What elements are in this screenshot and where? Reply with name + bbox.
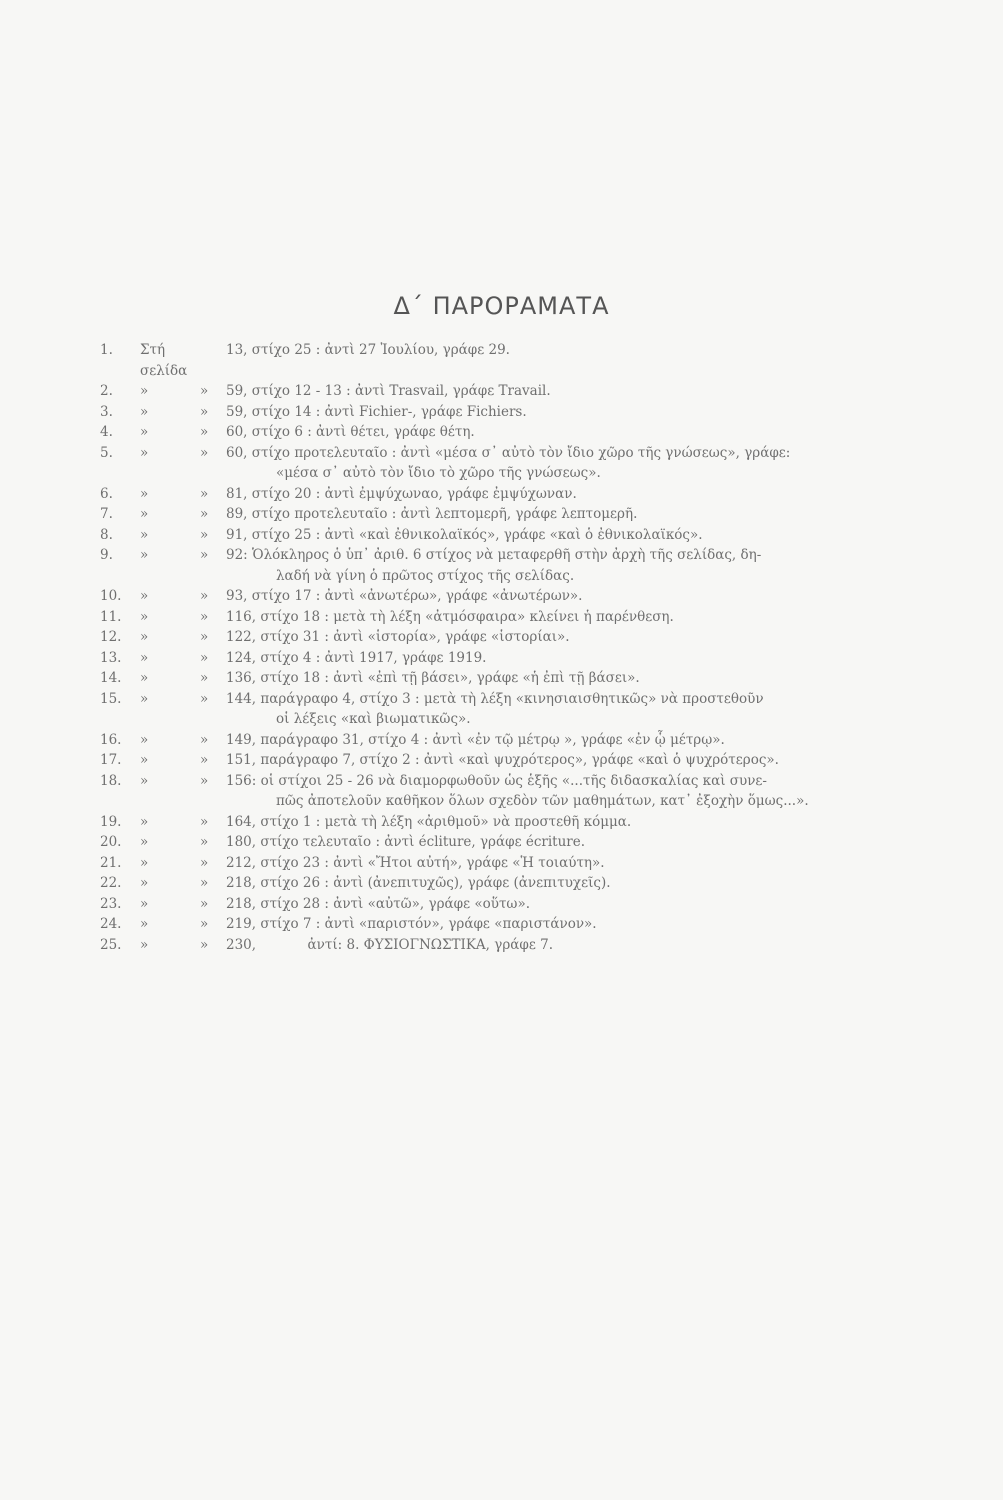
- errata-entry-line: [100, 689, 920, 710]
- errata-entry: [100, 771, 920, 812]
- errata-entry-line: [100, 853, 920, 874]
- ditto-mark-2: »: [200, 813, 209, 830]
- errata-entry: [100, 894, 920, 915]
- entry-text: 60, στίχο προτελευταῖο : ἀντὶ «μέσα σ᾽ αὐτὸ τὸν ἴδιο χῶρο τῆς γνώσεως», γράφε:: [226, 444, 791, 461]
- errata-entry: [100, 750, 920, 771]
- entry-number: 18.: [100, 772, 122, 789]
- errata-entry-line: [100, 832, 920, 853]
- entry-text: 218, στίχο 26 : ἀντὶ (ἀνεπιτυχῶς), γράφε (ἀνεπιτυχεῖς).: [226, 875, 611, 891]
- errata-entry-line: [100, 648, 920, 669]
- entry-text: 144, παράγραφο 4, στίχο 3 : μετὰ τὴ λέξη «κινησιαισθητικῶς» νὰ προστεθοῦν: [226, 690, 764, 707]
- ditto-mark-1: »: [140, 444, 149, 461]
- errata-entry: [100, 668, 920, 689]
- ditto-mark-1: »: [140, 383, 149, 399]
- entry-continuation-line: [100, 463, 920, 484]
- errata-entry-line: [100, 545, 920, 566]
- entry-number: 4.: [100, 424, 113, 440]
- entry-number: 20.: [100, 834, 122, 850]
- errata-entry: [100, 730, 920, 751]
- entry-text: 218, στίχο 28 : ἀντὶ «αὐτῶ», γράφε «οὕτω».: [226, 895, 530, 912]
- entry-number: 5.: [100, 444, 113, 461]
- errata-entry: [100, 443, 920, 484]
- errata-entry-line: [100, 730, 920, 751]
- ditto-mark-1: »: [140, 670, 149, 686]
- ditto-mark-1: »: [140, 916, 149, 932]
- errata-entry-line: [100, 627, 920, 648]
- ditto-mark-1: »: [140, 424, 149, 440]
- entry-number: 2.: [100, 383, 113, 399]
- ditto-mark-2: »: [200, 895, 209, 912]
- entry-number: 19.: [100, 813, 122, 830]
- errata-entry-line: [100, 381, 920, 402]
- ditto-mark-2: »: [200, 752, 209, 768]
- errata-entry: [100, 689, 920, 730]
- ditto-mark-1: »: [140, 875, 149, 891]
- errata-entry: [100, 873, 920, 894]
- errata-entry: [100, 545, 920, 586]
- entry-continuation-line: [100, 709, 920, 730]
- entry-number: 16.: [100, 731, 122, 748]
- entry-text: 92: Ὁλόκληρος ὁ ὑπ᾽ ἀριθ. 6 στίχος νὰ μεταφερθῆ στὴν ἀρχὴ τῆς σελίδας, δη-: [226, 547, 762, 563]
- entry-text: 230, ἀντί: 8. ΦΥΣΙΟΓΝΩΣΤΙΚΑ, γράφε 7.: [226, 936, 553, 953]
- ditto-mark-2: »: [200, 690, 209, 707]
- errata-entry-line: [100, 586, 920, 607]
- ditto-mark-1: »: [140, 506, 149, 522]
- entry-text: 59, στίχο 12 - 13 : ἀντὶ Trasvail, γράφε Travail.: [226, 383, 551, 399]
- ditto-mark-2: »: [200, 485, 209, 502]
- errata-entry: [100, 627, 920, 648]
- ditto-mark-1: »: [140, 690, 149, 707]
- ditto-mark-2: »: [200, 670, 209, 686]
- ditto-mark-2: »: [200, 875, 209, 891]
- errata-entry-line: [100, 525, 920, 546]
- entry-number: 7.: [100, 506, 113, 522]
- errata-list: [100, 340, 920, 955]
- errata-entry-line: [100, 422, 920, 443]
- ditto-mark-1: Στή σελίδα: [140, 342, 188, 379]
- errata-entry-line: [100, 771, 920, 792]
- page-title: Δ΄ ΠΑΡΟΡΑΜΑΤΑ: [393, 292, 610, 320]
- ditto-mark-2: »: [200, 588, 209, 604]
- ditto-mark-1: »: [140, 813, 149, 830]
- ditto-mark-2: »: [200, 731, 209, 748]
- ditto-mark-1: »: [140, 403, 149, 420]
- ditto-mark-2: »: [200, 526, 209, 543]
- errata-entry-line: [100, 504, 920, 525]
- errata-entry: [100, 340, 920, 381]
- ditto-mark-2: »: [200, 916, 209, 932]
- entry-number: 12.: [100, 629, 122, 645]
- entry-number: 23.: [100, 895, 122, 912]
- entry-text: 151, παράγραφο 7, στίχο 2 : ἀντὶ «καὶ ψυχρότερος», γράφε «καὶ ὁ ψυχρότερος».: [226, 752, 779, 768]
- entry-text: 180, στίχο τελευταῖο : ἀντὶ écliture, γράφε écriture.: [226, 834, 586, 850]
- errata-entry: [100, 422, 920, 443]
- entry-text: 212, στίχο 23 : ἀντὶ «Ἤτοι αὐτή», γράφε «Ἡ τοιαύτη».: [226, 854, 605, 871]
- ditto-mark-1: »: [140, 772, 149, 789]
- ditto-mark-1: »: [140, 485, 149, 502]
- errata-entry: [100, 381, 920, 402]
- errata-entry-line: [100, 607, 920, 628]
- ditto-mark-1: »: [140, 608, 149, 625]
- entry-continuation-text: πῶς ἀποτελοῦν καθῆκον ὅλων σχεδὸν τῶν μαθημάτων, κατ᾽ ἐξοχὴν ὅμως...».: [276, 793, 809, 809]
- entry-number: 14.: [100, 670, 122, 686]
- ditto-mark-1: »: [140, 588, 149, 604]
- ditto-mark-2: »: [200, 608, 209, 625]
- ditto-mark-2: »: [200, 772, 209, 789]
- entry-continuation-text: λαδή νὰ γίνη ὁ πρῶτος στίχος τῆς σελίδας.: [276, 567, 575, 584]
- errata-entry: [100, 525, 920, 546]
- entry-number: 11.: [100, 608, 122, 625]
- ditto-mark-1: »: [140, 752, 149, 768]
- entry-continuation-line: [100, 566, 920, 587]
- ditto-mark-1: »: [140, 629, 149, 645]
- entry-number: 21.: [100, 854, 122, 871]
- entry-text: 60, στίχο 6 : ἀντὶ θέτει, γράφε θέτη.: [226, 424, 475, 440]
- errata-entry-line: [100, 935, 920, 956]
- errata-entry: [100, 812, 920, 833]
- ditto-mark-2: »: [200, 834, 209, 850]
- errata-entry-line: [100, 443, 920, 464]
- ditto-mark-1: »: [140, 895, 149, 912]
- entry-number: 8.: [100, 526, 113, 543]
- ditto-mark-2: »: [200, 403, 209, 420]
- entry-text: 116, στίχο 18 : μετὰ τὴ λέξη «ἀτμόσφαιρα» κλείνει ἡ παρένθεση.: [226, 608, 674, 625]
- errata-entry-line: [100, 484, 920, 505]
- ditto-mark-2: »: [200, 547, 209, 563]
- ditto-mark-1: »: [140, 834, 149, 850]
- entry-text: 59, στίχο 14 : ἀντὶ Fichier-, γράφε Fichiers.: [226, 403, 527, 420]
- errata-entry: [100, 648, 920, 669]
- errata-entry: [100, 504, 920, 525]
- errata-entry: [100, 914, 920, 935]
- entry-text: 124, στίχο 4 : ἀντὶ 1917, γράφε 1919.: [226, 649, 487, 666]
- ditto-mark-2: »: [200, 506, 209, 522]
- errata-entry-line: [100, 873, 920, 894]
- entry-continuation-text: «μέσα σ᾽ αὐτὸ τὸν ἴδιο τὸ χῶρο τῆς γνώσεως».: [276, 465, 601, 481]
- entry-text: 156: οἱ στίχοι 25 - 26 νὰ διαμορφωθοῦν ὡς ἑξῆς «...τῆς διδασκαλίας καὶ συνε-: [226, 772, 767, 789]
- entry-text: 136, στίχο 18 : ἀντὶ «ἐπὶ τῇ βάσει», γράφε «ἡ ἐπὶ τῇ βάσει».: [226, 670, 640, 686]
- errata-entry-line: [100, 812, 920, 833]
- entry-continuation-text: οἱ λέξεις «καὶ βιωματικῶς».: [276, 711, 471, 727]
- entry-text: 219, στίχο 7 : ἀντὶ «παριστόν», γράφε «παριστάνον».: [226, 916, 597, 932]
- entry-number: 17.: [100, 752, 122, 768]
- entry-continuation-line: [100, 791, 920, 812]
- entry-number: 24.: [100, 916, 122, 932]
- entry-number: 6.: [100, 485, 113, 502]
- errata-entry: [100, 935, 920, 956]
- ditto-mark-1: »: [140, 649, 149, 666]
- ditto-mark-1: »: [140, 547, 149, 563]
- entry-number: 13.: [100, 649, 122, 666]
- errata-entry: [100, 586, 920, 607]
- ditto-mark-2: »: [200, 854, 209, 871]
- errata-entry: [100, 402, 920, 423]
- entry-text: 81, στίχο 20 : ἀντὶ ἐμψύχωναο, γράφε ἐμψύχωναν.: [226, 485, 577, 502]
- errata-entry: [100, 607, 920, 628]
- entry-number: 22.: [100, 875, 122, 891]
- errata-entry: [100, 832, 920, 853]
- ditto-mark-2: »: [200, 444, 209, 461]
- entry-text: 164, στίχο 1 : μετὰ τὴ λέξη «ἀριθμοῦ» νὰ προστεθῆ κόμμα.: [226, 813, 632, 830]
- ditto-mark-1: »: [140, 936, 149, 953]
- entry-number: 15.: [100, 690, 122, 707]
- entry-text: 122, στίχο 31 : ἀντὶ «ἱστορία», γράφε «ἱστορίαι».: [226, 629, 570, 645]
- entry-text: 93, στίχο 17 : ἀντὶ «ἀνωτέρω», γράφε «ἀνωτέρων».: [226, 588, 583, 604]
- entry-text: 149, παράγραφο 31, στίχο 4 : ἀντὶ «ἐν τῷ μέτρῳ », γράφε «ἐν ᾧ μέτρῳ».: [226, 731, 725, 748]
- entry-text: 13, στίχο 25 : ἀντὶ 27 Ἰουλίου, γράφε 29.: [226, 342, 510, 358]
- errata-entry-line: [100, 340, 920, 381]
- errata-entry-line: [100, 402, 920, 423]
- errata-entry-line: [100, 668, 920, 689]
- entry-number: 1.: [100, 342, 113, 358]
- ditto-mark-2: »: [200, 629, 209, 645]
- ditto-mark-1: »: [140, 854, 149, 871]
- entry-number: 3.: [100, 403, 113, 420]
- errata-entry-line: [100, 914, 920, 935]
- ditto-mark-2: »: [200, 383, 209, 399]
- ditto-mark-1: »: [140, 526, 149, 543]
- errata-entry-line: [100, 750, 920, 771]
- entry-number: 10.: [100, 588, 122, 604]
- errata-entry: [100, 853, 920, 874]
- ditto-mark-2: »: [200, 936, 209, 953]
- ditto-mark-1: »: [140, 731, 149, 748]
- errata-entry: [100, 484, 920, 505]
- errata-entry-line: [100, 894, 920, 915]
- entry-text: 89, στίχο προτελευταῖο : ἀντὶ λεπτομερῆ, γράφε λεπτομερῆ.: [226, 506, 638, 522]
- entry-number: 9.: [100, 547, 113, 563]
- ditto-mark-2: »: [200, 649, 209, 666]
- ditto-mark-2: »: [200, 424, 209, 440]
- entry-number: 25.: [100, 936, 122, 953]
- entry-text: 91, στίχο 25 : ἀντὶ «καὶ ἐθνικολαϊκός», γράφε «καὶ ὁ ἐθνικολαϊκός».: [226, 526, 703, 543]
